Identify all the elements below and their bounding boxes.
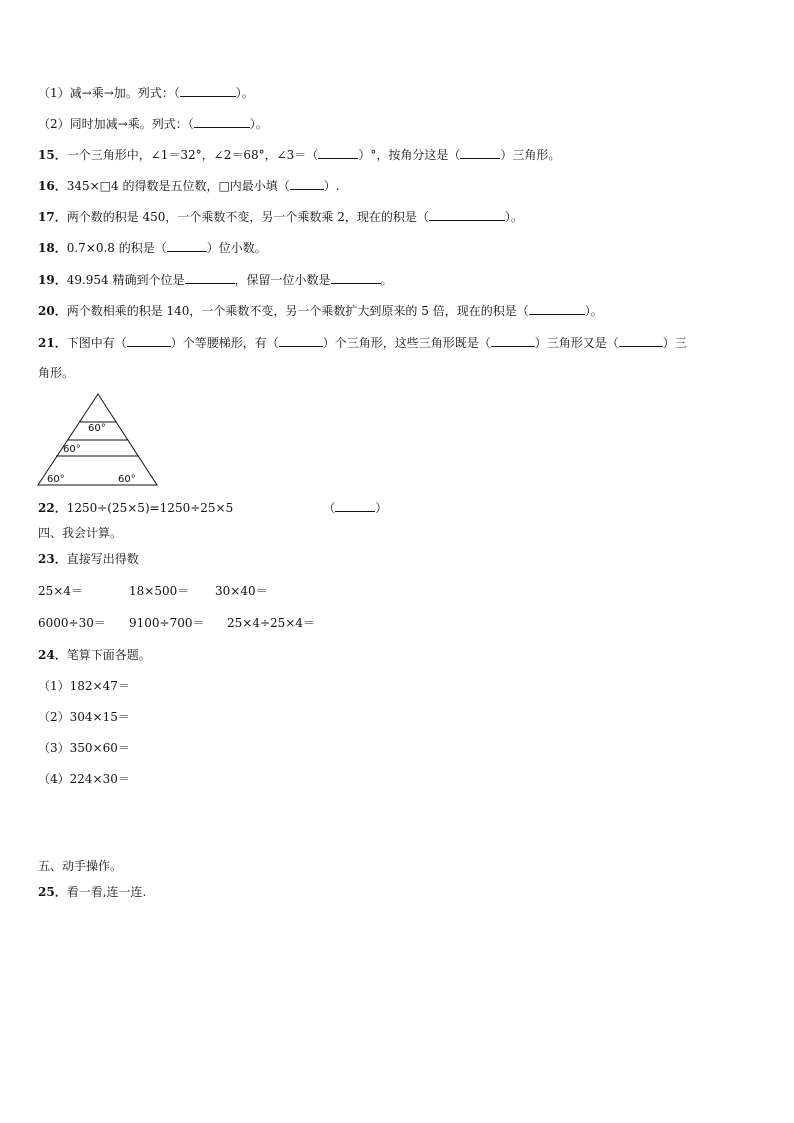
triangle-figure: [36, 392, 161, 488]
angle-label: 60°: [47, 474, 65, 485]
answer-blank[interactable]: [127, 334, 171, 347]
q14-part1: （1）减→乘→加。列式：（ ）。: [38, 86, 254, 100]
answer-blank[interactable]: [185, 271, 235, 284]
question-24: 24．笔算下面各题。: [38, 648, 151, 662]
question-19: 19．49.954 精确到个位是 ，保留一位小数是 。: [38, 273, 393, 287]
question-23: 23．直接写出得数: [38, 552, 139, 566]
section-4-title: 四、我会计算。: [38, 526, 123, 540]
answer-blank[interactable]: [318, 146, 358, 159]
answer-blank[interactable]: [290, 177, 324, 190]
question-20: 20．两个数相乘的积是 140，一个乘数不变，另一个乘数扩大到原来的 5 倍，现在的积是（ ）。: [38, 304, 603, 318]
answer-blank[interactable]: [167, 239, 207, 252]
question-21: 21．下图中有（ ）个等腰梯形，有（ ）个三角形，这些三角形既是（ ）三角形又是（ ）三: [38, 336, 687, 350]
question-16: 16．345×□4 的得数是五位数，□内最小填（ ）.: [38, 179, 340, 193]
q24-item: （1）182×47＝: [38, 679, 130, 693]
section-5-title: 五、动手操作。: [38, 859, 123, 873]
question-25: 25．看一看,连一连.: [38, 885, 147, 899]
answer-blank[interactable]: [429, 208, 505, 221]
q23-row-1: 25×4＝ 18×500＝ 30×40＝: [38, 584, 268, 598]
question-15: 15．一个三角形中，∠1＝32°，∠2＝68°，∠3＝（ ）°，按角分这是（ ）三角形。: [38, 148, 561, 162]
angle-label: 60°: [63, 444, 81, 455]
q23-row-2: 6000÷30＝ 9100÷700＝ 25×4÷25×4＝: [38, 616, 315, 630]
angle-label: 60°: [118, 474, 136, 485]
question-18: 18．0.7×0.8 的积是（ ）位小数。: [38, 241, 267, 255]
question-21-continued: 角形。: [38, 366, 75, 380]
answer-blank[interactable]: [194, 115, 250, 128]
angle-label: 60°: [88, 423, 106, 434]
answer-blank[interactable]: [529, 302, 585, 315]
answer-blank[interactable]: [331, 271, 381, 284]
answer-blank[interactable]: [335, 499, 375, 512]
question-22: 22．1250÷(25×5)=1250÷25×5 （ ）: [38, 501, 388, 515]
answer-blank[interactable]: [491, 334, 535, 347]
question-17: 17．两个数的积是 450，一个乘数不变，另一个乘数乘 2，现在的积是（ ）。: [38, 210, 523, 224]
q14-part2: （2）同时加减→乘。列式：（ ）。: [38, 117, 268, 131]
q24-item: （4）224×30＝: [38, 772, 130, 786]
answer-blank[interactable]: [460, 146, 500, 159]
answer-blank[interactable]: [619, 334, 663, 347]
answer-blank[interactable]: [180, 84, 236, 97]
q24-item: （2）304×15＝: [38, 710, 130, 724]
answer-blank[interactable]: [279, 334, 323, 347]
q24-item: （3）350×60＝: [38, 741, 130, 755]
